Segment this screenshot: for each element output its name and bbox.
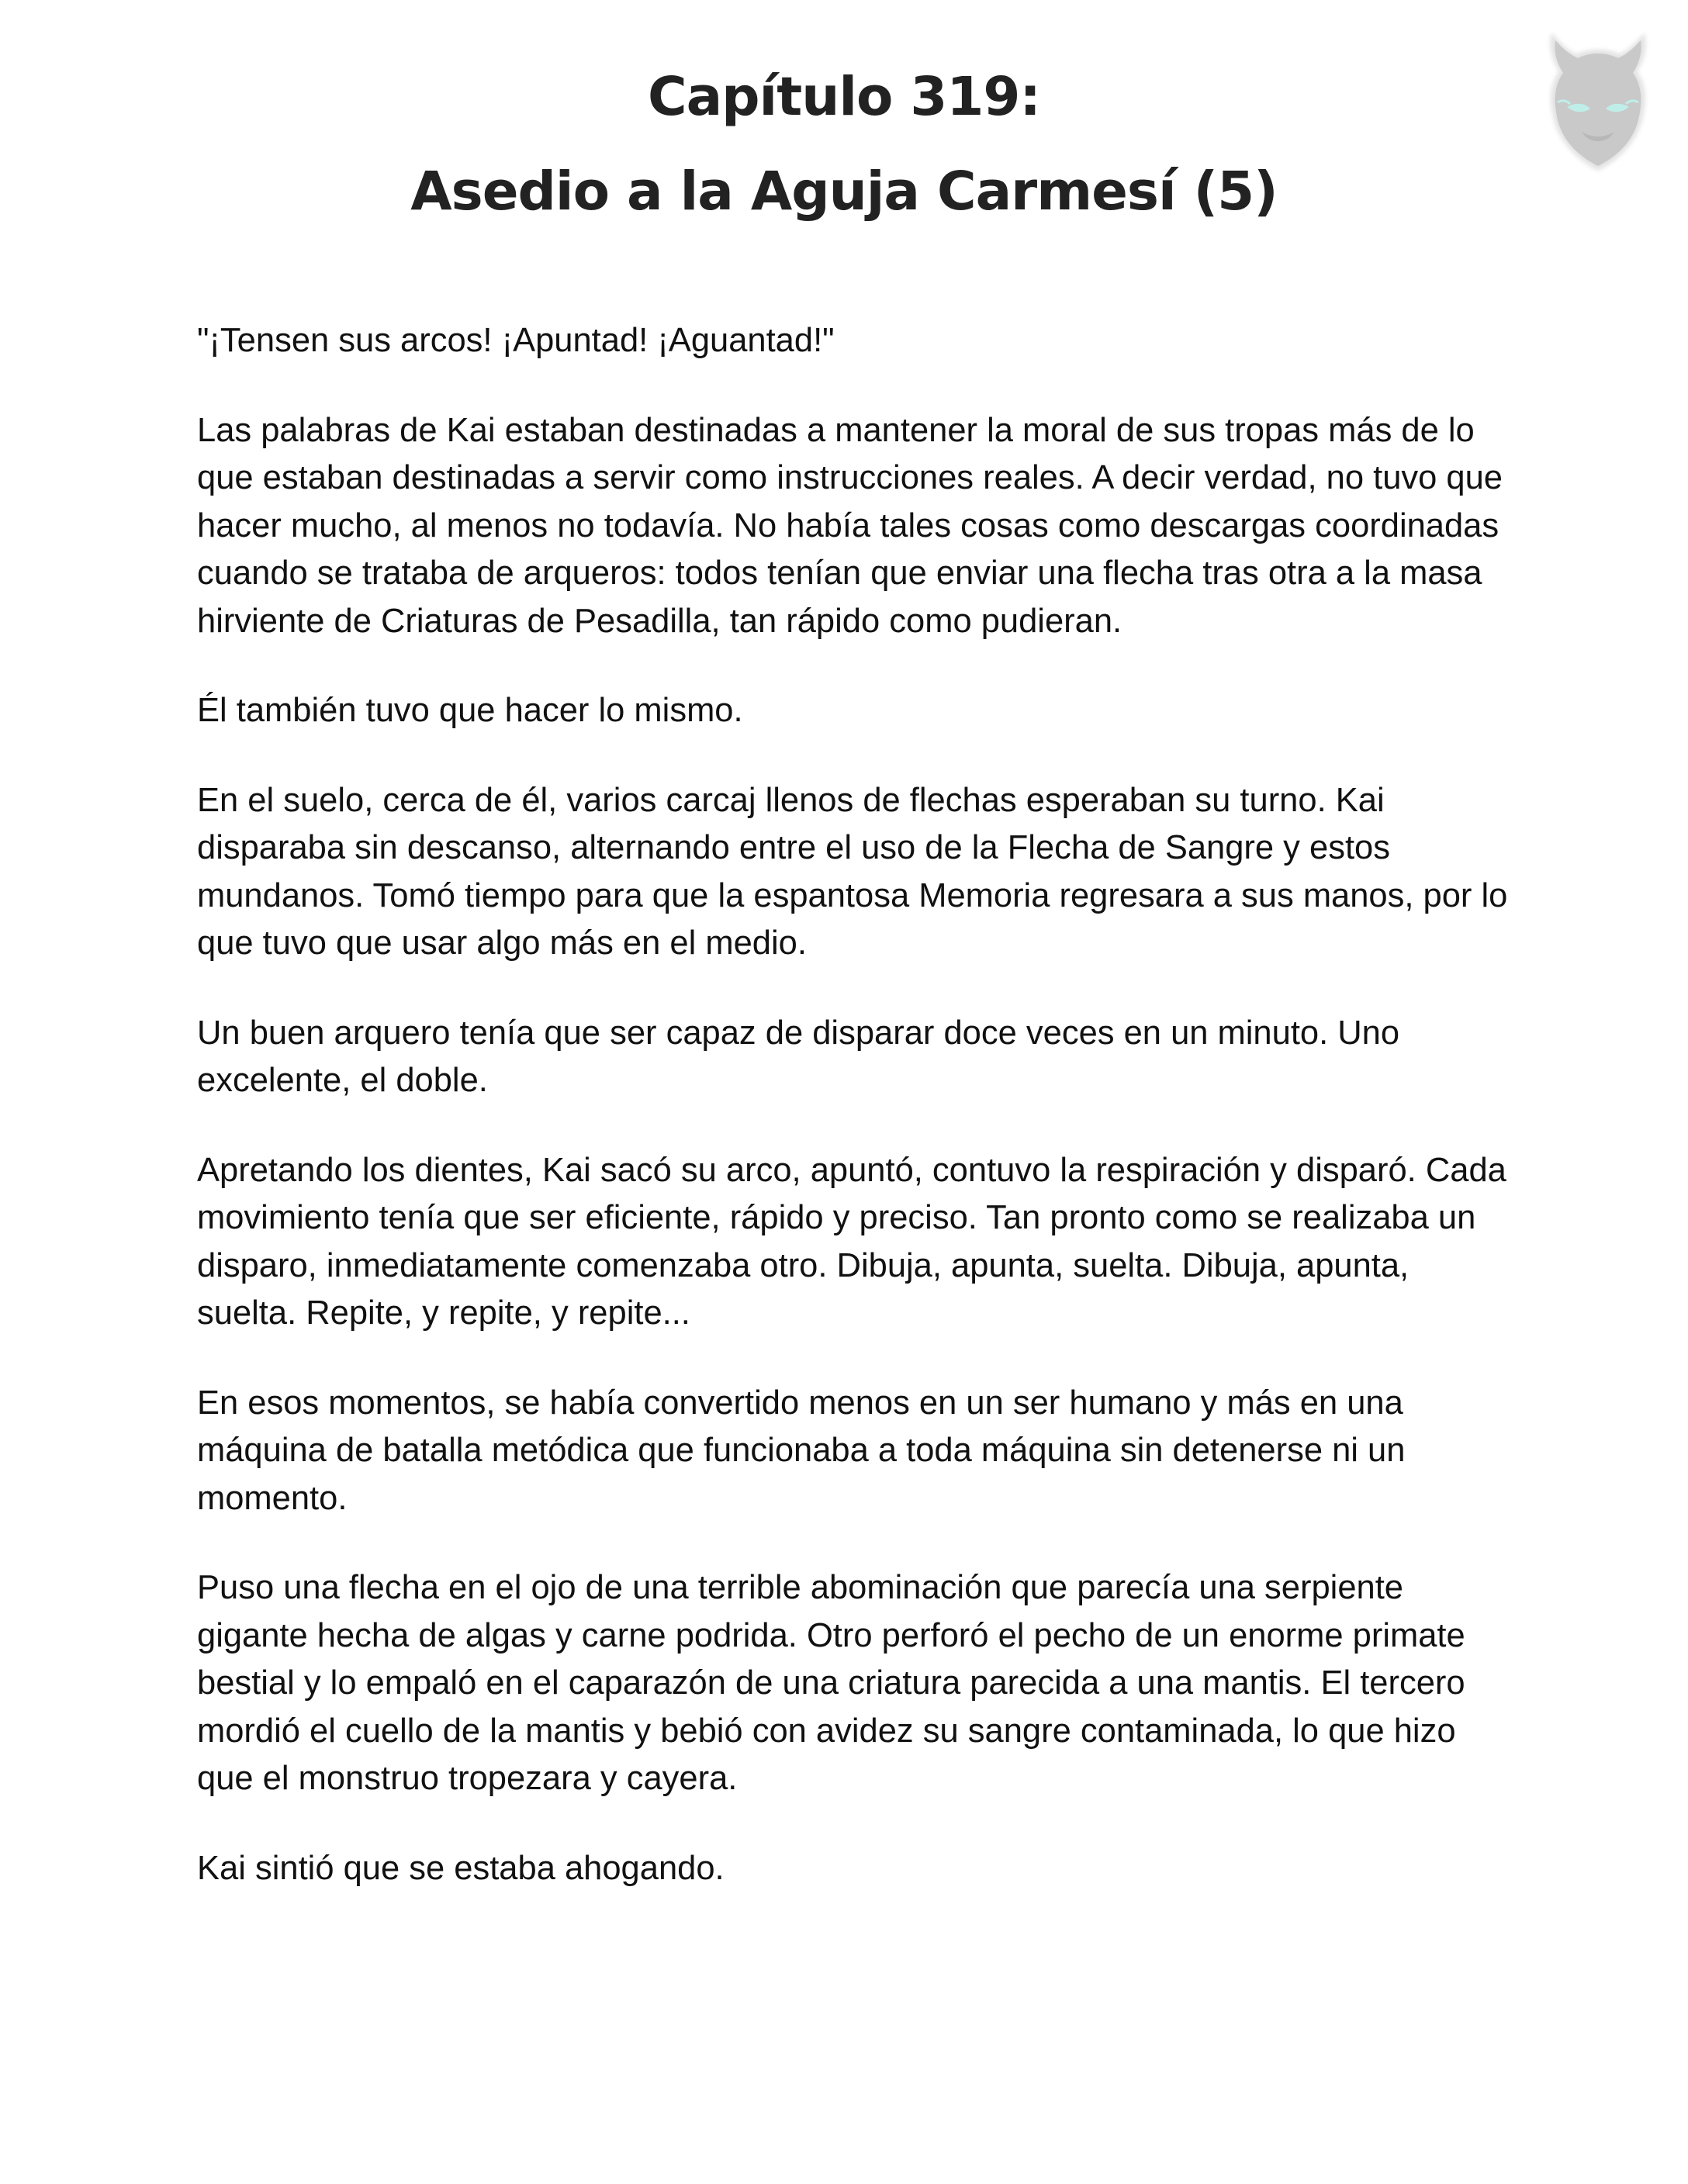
paragraph: "¡Tensen sus arcos! ¡Apuntad! ¡Aguantad!": [197, 322, 835, 359]
chapter-title-line-2: Asedio a la Aguja Carmesí (5): [410, 161, 1278, 223]
paragraph: Apretando los dientes, Kai sacó su arco, apuntó, contuvo la respiración y disparó. Cada movimiento tenía que ser eficiente, rápido y preciso. Tan pronto como se realizaba un disparo, inmediatamente comenzaba otro. Dibuja, apunta, suelta. Dibuja, apunta, suelta. Repite, y repite, y repite...: [197, 1151, 1506, 1332]
paragraph: Las palabras de Kai estaban destinadas a mantener la moral de sus tropas más de lo que estaban destinadas a servir como instrucciones reales. A decir verdad, no tuvo que hacer mucho, al menos no todavía. No había tales cosas como descargas coordinadas cuando se trataba de arqueros: todos tenían que enviar una flecha tras otra a la masa hirviente de Criaturas de Pesadilla, tan rápido como pudieran.: [197, 411, 1503, 640]
paragraph: Kai sintió que se estaba ahogando.: [197, 1849, 725, 1887]
paragraph: En el suelo, cerca de él, varios carcaj llenos de flechas esperaban su turno. Kai disparaba sin descanso, alternando entre el uso de la Flecha de Sangre y estos mundanos. Tomó tiempo para que la espantosa Memoria regresara a sus manos, por lo que tuvo que usar algo más en el medio.: [197, 781, 1508, 962]
paragraph: En esos momentos, se había convertido menos en un ser humano y más en una máquina de batalla metódica que funcionaba a toda máquina sin detenerse ni un momento.: [197, 1384, 1406, 1517]
chapter-body: [197, 317, 1516, 1934]
chapter-title: [0, 50, 1688, 239]
chapter-title-line-1: Capítulo 319:: [647, 66, 1041, 128]
paragraph: Él también tuvo que hacer lo mismo.: [197, 692, 743, 729]
paragraph: Un buen arquero tenía que ser capaz de disparar doce veces en un minuto. Uno excelente, el doble.: [197, 1014, 1400, 1099]
paragraph: Puso una flecha en el ojo de una terrible abominación que parecía una serpiente gigante hecha de algas y carne podrida. Otro perforó el pecho de un enorme primate bestial y lo empaló en el caparazón de una criatura parecida a una mantis. El tercero mordió el cuello de la mantis y bebió con avidez su sangre contaminada, lo que hizo que el monstruo tropezara y cayera.: [197, 1569, 1465, 1797]
